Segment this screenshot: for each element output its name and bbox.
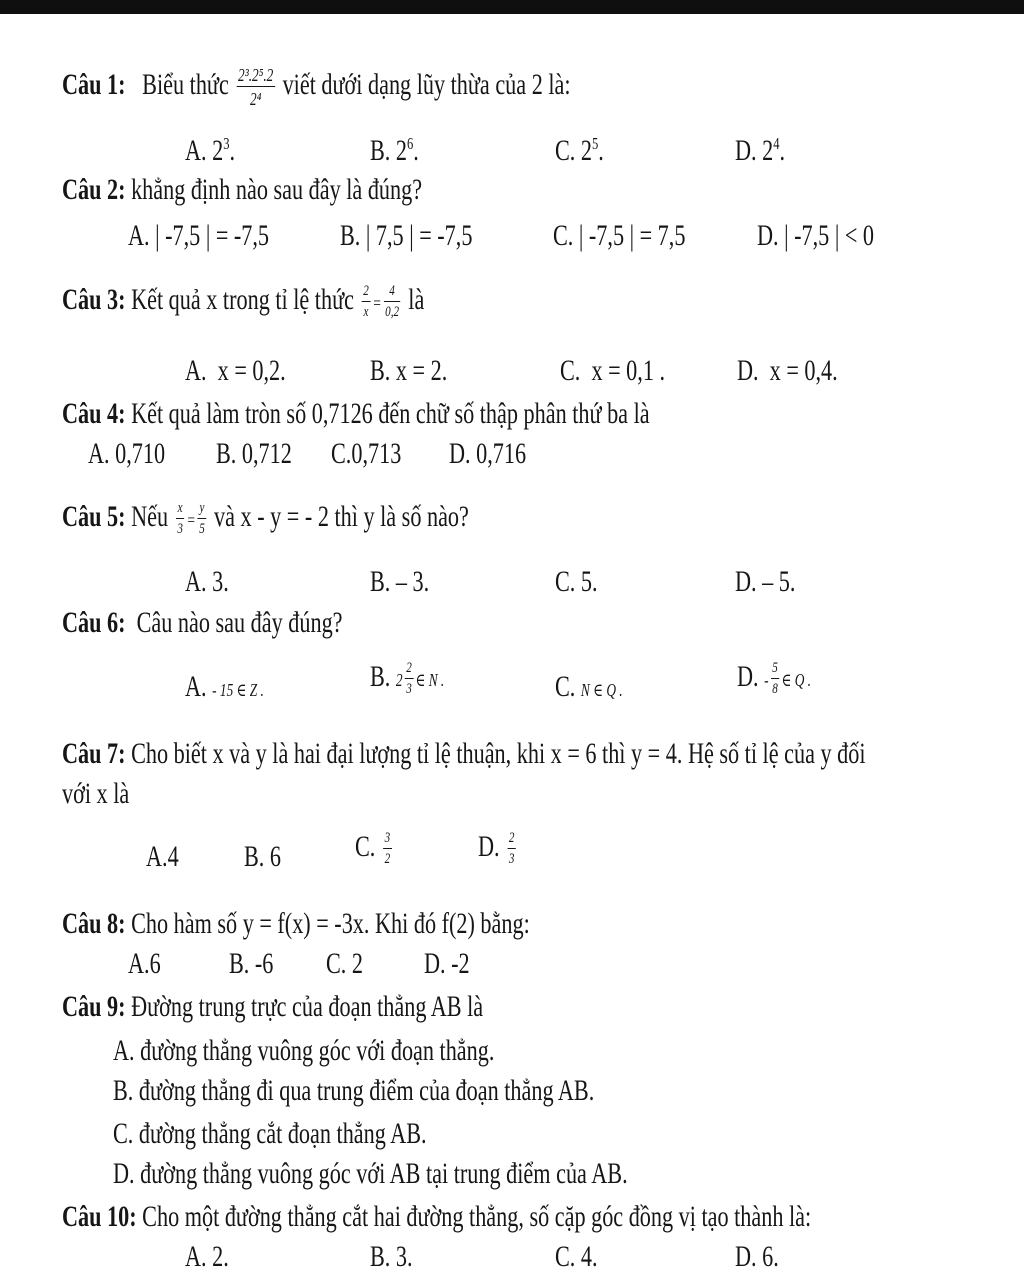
q4-option-c[interactable] [331,437,401,471]
fraction-denominator: 2⁴ [250,89,262,109]
question-4 [62,397,650,431]
option-tail: . [229,134,236,167]
question-9-text: Đường trung trực của đoạn thẳng AB là [131,990,484,1023]
top-black-bar [0,0,1024,14]
q4-option-d[interactable] [449,437,526,471]
q2-option-d[interactable] [757,219,874,253]
option-text: 0,712 [241,437,292,470]
option-letter: D. [113,1157,135,1190]
question-10-text: Cho một đường thẳng cắt hai đường thẳng, số cặp góc đồng vị tạo thành là: [142,1200,812,1233]
option-letter: C. [555,1240,576,1273]
equals-sign: = [372,293,382,313]
q6-option-b[interactable] [370,660,444,697]
question-3 [62,283,424,320]
q1-option-c[interactable] [555,134,604,168]
fraction-numerator: 5 [771,661,780,679]
q6-option-c[interactable] [555,670,623,707]
question-1-fraction [237,66,275,108]
option-text: đường thẳng vuông góc với đoạn thẳng. [140,1034,495,1067]
question-3-text-a: Kết quả x trong tỉ lệ thức [131,283,354,316]
option-letter: D. [735,134,757,167]
question-5-text-b: và x - y = - 2 thì y là số nào? [214,500,469,533]
option-letter: C. [555,670,576,703]
question-1-text-b: viết dưới dạng lũy thừa của 2 là: [282,67,571,101]
mixed-number-whole: 2 [395,670,403,690]
q8-option-c[interactable] [326,947,363,981]
option-text: 0,713 [351,437,402,470]
question-3-fraction-right [384,284,401,320]
option-text: x = 2. [395,354,448,387]
option-letter: D. [735,565,757,598]
option-tail: ∈ N . [415,670,445,690]
option-letter: B. [370,354,391,387]
q9-option-c[interactable] [113,1117,427,1151]
option-letter: A. [185,565,207,598]
option-letter: D. [449,437,471,470]
option-letter: D. [478,830,500,863]
question-7-label: Câu 7: [62,737,126,770]
option-letter: D. [737,660,759,693]
option-text: N ∈ Q . [580,680,623,700]
q3-option-d[interactable] [737,354,838,388]
option-letter: B. [370,565,391,598]
question-10-label: Câu 10: [62,1200,137,1233]
option-text: 4. [580,1240,598,1273]
fraction-denominator: 3 [508,851,515,868]
q8-option-b[interactable] [229,947,273,981]
fraction-denominator: 5 [199,521,205,538]
option-letter: C. [331,437,352,470]
q8-option-a[interactable] [128,947,161,981]
q9-option-d[interactable] [113,1157,628,1191]
q1-option-a[interactable] [185,134,235,168]
question-1 [62,66,571,108]
q10-option-c[interactable] [555,1240,598,1274]
q3-option-b[interactable] [370,354,447,388]
question-3-text-b: là [408,283,425,316]
option-letter: C. [355,830,376,863]
q8-option-d[interactable] [424,947,470,981]
fraction-numerator: 3 [383,831,392,849]
option-exponent: 3 [223,134,230,153]
question-8-text: Cho hàm số y = f(x) = -3x. Khi đó f(2) bằng: [131,907,530,940]
option-letter: C. [555,565,576,598]
option-letter: A. [88,437,110,470]
question-2 [62,173,422,207]
option-text: – 5. [762,565,796,598]
question-5-fraction-left [176,501,185,537]
q6-option-a[interactable] [185,670,264,707]
option-letter: C. [113,1117,134,1150]
option-letter: A. [185,134,207,167]
q1-option-d[interactable] [735,134,785,168]
q4-option-a[interactable] [88,437,165,471]
option-exponent: 4 [773,134,780,153]
question-8 [62,907,530,941]
option-text: 4 [167,840,179,873]
option-fraction [771,661,780,697]
option-text: x = 0,4. [769,354,838,387]
fraction-denominator: x [363,304,369,321]
option-letter: B. [370,660,391,693]
question-5-fraction-right [198,501,207,537]
question-5 [62,500,469,537]
question-10 [62,1200,811,1234]
q2-option-a[interactable] [128,219,269,253]
option-base: 2 [395,134,408,167]
option-letter: C. [560,354,581,387]
option-text: | -7,5 | = -7,5 [155,219,270,252]
option-letter: B. [216,437,237,470]
fraction-numerator: y [198,501,207,519]
option-letter: A. [146,840,168,873]
option-text: x = 0,1 . [591,354,666,387]
q10-option-b[interactable] [370,1240,413,1274]
option-text: 6. [762,1240,779,1273]
option-fraction [507,831,516,867]
option-text: đường thẳng cắt đoạn thẳng AB. [138,1117,427,1150]
question-3-fraction-left [362,284,371,320]
q7-option-b[interactable] [244,840,281,874]
option-text: - 15 ∈ Z . [212,680,264,700]
fraction-numerator: 2 [507,831,516,849]
q10-option-d[interactable] [735,1240,779,1274]
option-letter: C. [555,134,576,167]
option-letter: A. [185,1240,207,1273]
question-5-text-a: Nếu [131,500,169,533]
option-letter: A. [113,1034,135,1067]
option-letter: A. [185,670,207,703]
question-8-label: Câu 8: [62,907,126,940]
option-fraction [383,831,392,867]
option-tail: . [779,134,786,167]
option-text: 0,710 [115,437,166,470]
question-9-label: Câu 9: [62,990,126,1023]
q5-option-c[interactable] [555,565,598,599]
question-5-label: Câu 5: [62,500,126,533]
option-letter: B. [244,840,265,873]
q5-option-a[interactable] [185,565,229,599]
question-1-label: Câu 1: [62,67,126,101]
fraction-numerator: 2 [405,661,414,679]
q9-option-a[interactable] [113,1034,494,1068]
option-text: 6 [269,840,282,873]
question-7-text-2: với x là [62,777,130,810]
option-text: -2 [451,947,470,980]
option-letter: B. [113,1074,134,1107]
fraction-denominator: 0,2 [385,304,400,321]
q1-option-b[interactable] [370,134,419,168]
option-text: 2. [212,1240,229,1273]
option-letter: B. [229,947,250,980]
option-text: đường thẳng đi qua trung điểm của đoạn thẳng AB. [138,1074,595,1107]
q7-option-c[interactable] [355,830,394,867]
option-text: 0,716 [476,437,527,470]
q6-option-d[interactable] [737,660,811,697]
question-4-text: Kết quả làm tròn số 0,7126 đến chữ số thập phân thứ ba là [131,397,650,430]
option-base: 2 [212,134,224,167]
question-3-label: Câu 3: [62,283,126,316]
option-exponent: 6 [407,134,414,153]
fraction-denominator: 8 [772,681,778,698]
option-tail: . [598,134,604,167]
option-letter: D. [737,354,759,387]
q2-option-c[interactable] [553,219,685,253]
option-letter: A. [128,947,150,980]
fraction-denominator: 3 [406,681,412,698]
option-text: 2 [351,947,364,980]
question-9 [62,990,483,1024]
option-letter: B. [370,1240,391,1273]
question-4-label: Câu 4: [62,397,126,430]
option-letter: D. [735,1240,757,1273]
option-text: | -7,5 | < 0 [784,219,874,252]
fraction-numerator: 2³.2⁵.2 [238,65,274,85]
question-1-text-a: Biểu thức [142,67,229,101]
q7-option-a[interactable] [146,840,179,874]
q4-option-b[interactable] [216,437,292,471]
option-letter: D. [424,947,446,980]
question-2-label: Câu 2: [62,173,126,206]
option-letter: A. [128,219,150,252]
mixed-number-fraction [405,661,414,697]
q5-option-d[interactable] [735,565,795,599]
question-7-continuation [62,777,129,811]
fraction-numerator: 2 [362,284,371,302]
option-text: 3. [212,565,229,598]
option-text: 5. [580,565,598,598]
fraction-numerator: 4 [384,284,401,302]
q7-option-d[interactable] [478,830,518,867]
minus-sign: - [764,670,769,690]
fraction-denominator: 3 [177,521,183,538]
q9-option-b[interactable] [113,1074,594,1108]
option-text: đường thẳng vuông góc với AB tại trung điểm của AB. [140,1157,628,1190]
option-letter: B. [340,219,361,252]
question-2-text: khẳng định nào sau đây là đúng? [131,173,423,206]
question-7-text-1: Cho biết x và y là hai đại lượng tỉ lệ thuận, khi x = 6 thì y = 4. Hệ số tỉ lệ của y đối [131,737,866,770]
option-text: 6 [149,947,161,980]
q2-option-b[interactable] [340,219,472,253]
q3-option-a[interactable] [185,354,286,388]
option-letter: C. [553,219,574,252]
question-6-text: Câu nào sau đây đúng? [136,606,343,639]
option-text: – 3. [395,565,430,598]
option-text: x = 0,2. [217,354,286,387]
fraction-denominator: 2 [384,851,391,868]
question-6-label: Câu 6: [62,606,126,639]
option-base: 2 [580,134,593,167]
option-letter: B. [370,134,391,167]
option-text: -6 [254,947,274,980]
option-letter: C. [326,947,347,980]
q5-option-b[interactable] [370,565,429,599]
option-base: 2 [762,134,774,167]
option-exponent: 5 [592,134,599,153]
question-6 [62,606,343,640]
option-tail: . [413,134,419,167]
q3-option-c[interactable] [560,354,665,388]
option-letter: D. [757,219,779,252]
option-text: | 7,5 | = -7,5 [365,219,473,252]
equals-sign: = [186,510,196,530]
fraction-numerator: x [176,501,185,519]
option-text: 3. [395,1240,413,1273]
option-tail: ∈ Q . [781,670,811,690]
q10-option-a[interactable] [185,1240,229,1274]
option-letter: A. [185,354,207,387]
question-7 [62,737,866,771]
option-text: | -7,5 | = 7,5 [578,219,686,252]
